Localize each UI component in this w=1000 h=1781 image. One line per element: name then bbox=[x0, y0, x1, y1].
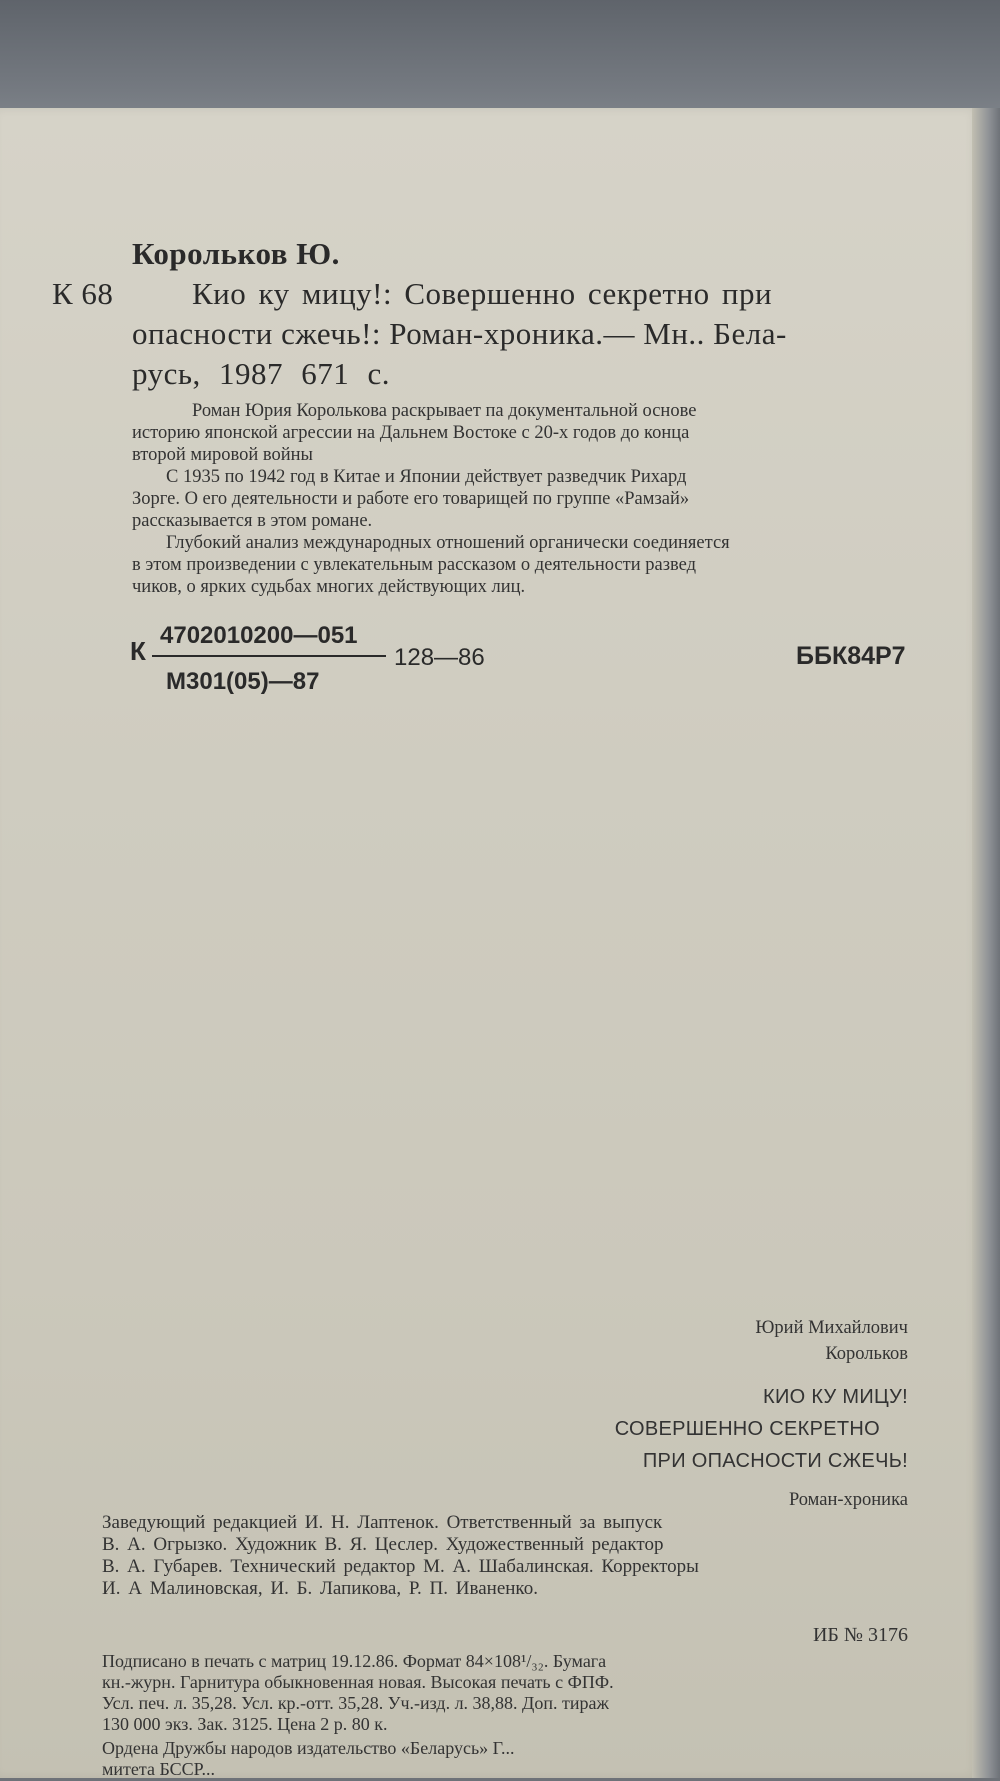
background-surface bbox=[0, 0, 1000, 125]
index-letter: К bbox=[130, 636, 147, 666]
annotation-line: второй мировой войны bbox=[132, 445, 313, 465]
annotation-line: чиков, о ярких судьбах многих действующих лиц. bbox=[132, 577, 526, 597]
annotation-line: С 1935 по 1942 год в Китае и Японии действует разведчик Рихард bbox=[166, 467, 687, 487]
fraction-line bbox=[152, 655, 386, 657]
credits-line: И. А Малиновская, И. Б. Лапикова, Р. П. Иваненко. bbox=[102, 1578, 538, 1599]
credits-line: В. А. Губарев. Технический редактор М. А. Шабалинская. Корректоры bbox=[102, 1556, 699, 1577]
annotation-line: в этом произведении с увлекательным рассказом о деятельности развед bbox=[132, 555, 697, 575]
print-info-line: Подписано в печать с матриц 19.12.86. Формат 84×108¹/₃₂. Бумага bbox=[102, 1651, 607, 1671]
title-line-3: русь, 1987 671 с. bbox=[132, 356, 390, 391]
colophon-title-2: СОВЕРШЕННО СЕКРЕТНО bbox=[614, 1418, 880, 1440]
annotation-line: историю японской агрессии на Дальнем Востоке с 20-х годов до конца bbox=[132, 423, 690, 443]
colophon-author-last: Корольков bbox=[825, 1344, 908, 1364]
index-suffix: 128—86 bbox=[394, 644, 485, 671]
index-numerator: 4702010200—051 bbox=[160, 622, 358, 649]
colophon-author-first: Юрий Михайлович bbox=[755, 1318, 908, 1338]
print-info-line: кн.-журн. Гарнитура обыкновенная новая. Высокая печать с ФПФ. bbox=[102, 1672, 614, 1692]
colophon-title-3: ПРИ ОПАСНОСТИ СЖЕЧЬ! bbox=[642, 1450, 908, 1472]
catalog-code: К 68 bbox=[52, 276, 114, 311]
print-info-line: 130 000 экз. Зак. 3125. Цена 2 р. 80 к. bbox=[102, 1714, 388, 1734]
ib-number: ИБ № 3176 bbox=[812, 1624, 908, 1646]
print-info-line: Ордена Дружбы народов издательство «Беларусь» Г... bbox=[102, 1738, 515, 1758]
credits-line: В. А. Огрызко. Художник В. Я. Цеслер. Художественный редактор bbox=[102, 1534, 664, 1555]
print-info-line: Усл. печ. л. 35,28. Усл. кр.-отт. 35,28. Уч.-изд. л. 38,88. Доп. тираж bbox=[102, 1693, 609, 1713]
colophon-genre: Роман-хроника bbox=[788, 1490, 908, 1510]
print-info-line: митета БССР... bbox=[102, 1759, 215, 1779]
annotation-line: рассказывается в этом романе. bbox=[132, 511, 373, 531]
author-heading: Корольков Ю. bbox=[132, 236, 340, 271]
colophon-title-1: КИО КУ МИЦУ! bbox=[763, 1386, 908, 1408]
credits-line: Заведующий редакцией И. Н. Лаптенок. Ответственный за выпуск bbox=[102, 1512, 663, 1533]
bbk-code: ББК84Р7 bbox=[796, 642, 906, 670]
index-denominator: М301(05)—87 bbox=[166, 668, 320, 695]
title-line-2: опасности сжечь!: Роман-хроника.— Мн.. Бела- bbox=[132, 316, 787, 351]
annotation-line: Зорге. О его деятельности и работе его товарищей по группе «Рамзай» bbox=[132, 489, 690, 509]
annotation-line: Глубокий анализ международных отношений органически соединяется bbox=[166, 533, 730, 553]
annotation-line: Роман Юрия Королькова раскрывает па документальной основе bbox=[192, 401, 697, 421]
title-line-1: Кио ку мицу!: Совершенно секретно при bbox=[192, 276, 773, 311]
page-edge bbox=[972, 108, 1000, 1778]
